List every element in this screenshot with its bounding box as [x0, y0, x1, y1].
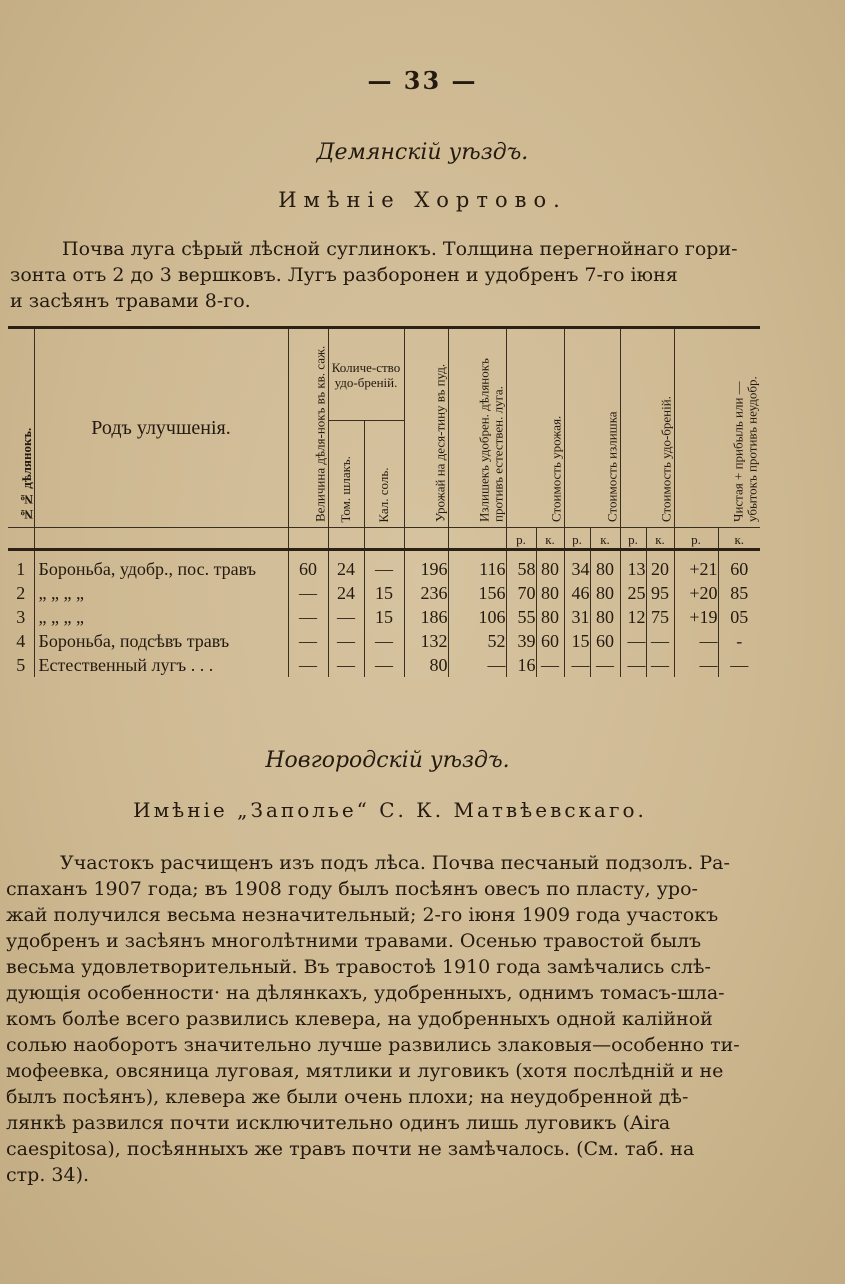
estate-title-khortovo: Имѣніе Хортово. — [278, 188, 567, 212]
cell-size: — — [288, 629, 328, 653]
cell-sc_k: 80 — [590, 605, 620, 629]
header-fertilizer-cost: Стоимость удо-бреній. — [620, 328, 674, 528]
cell-thomas: — — [328, 605, 364, 629]
cell-no: 2 — [16, 582, 26, 603]
cell-fc_r: — — [620, 653, 646, 677]
paragraph-line: Участокъ расчищенъ изъ подъ лѣса. Почва песчаный подзолъ. Ра- — [60, 852, 730, 874]
paragraph-line: комъ болѣе всего развились клевера, на удобренныхъ одной калійной — [6, 1008, 713, 1030]
unit-label: р. — [674, 528, 718, 550]
cell-net_k: - — [718, 629, 760, 653]
cell-yc_k: — — [536, 653, 564, 677]
paragraph-line: Почва луга сѣрый лѣсной суглинокъ. Толщина перегнойнаго гори- — [62, 238, 738, 260]
cell-yc_r: 58 — [506, 550, 536, 582]
cell-yc_k: 60 — [536, 629, 564, 653]
cell-surplus: 52 — [448, 629, 506, 653]
unit-label: к. — [536, 528, 564, 550]
paragraph-line: зонта отъ 2 до 3 вершковъ. Лугъ разборонен и удобренъ 7-го іюня — [10, 264, 678, 286]
cell-net_r: +20 — [674, 581, 718, 605]
cell-thomas: — — [328, 653, 364, 677]
paragraph-line: весьма удовлетворительный. Въ травостоѣ 1910 года замѣчались слѣ- — [6, 956, 711, 978]
paragraph-line: былъ посѣянъ), клевера же были очень плохи; на неудобренной дѣ- — [6, 1086, 689, 1108]
unit-label: к. — [718, 528, 760, 550]
cell-surplus: 106 — [448, 605, 506, 629]
cell-fc_k: 20 — [646, 550, 674, 582]
cell-thomas: 24 — [328, 550, 364, 582]
cell-net_k: 05 — [718, 605, 760, 629]
cell-yc_r: 16 — [506, 653, 536, 677]
cell-size: — — [288, 581, 328, 605]
cell-surplus: 116 — [448, 550, 506, 582]
table-row — [8, 605, 760, 629]
header-yield: Урожай на деся-тину въ пуд. — [404, 328, 448, 528]
cell-sc_k: 60 — [590, 629, 620, 653]
cell-fc_r: 25 — [620, 581, 646, 605]
cell-net_r: +21 — [674, 550, 718, 582]
table-row — [8, 629, 760, 653]
cell-net_r: — — [674, 653, 718, 677]
experiment-results-table — [8, 326, 760, 677]
cell-fc_r: — — [620, 629, 646, 653]
table-row — [8, 653, 760, 677]
cell-name: Бороньба, удобр., пос. травъ — [34, 550, 288, 582]
header-improvement: Родъ улучшенія. — [34, 328, 288, 528]
cell-net_r: +19 — [674, 605, 718, 629]
paragraph-line: спаханъ 1907 года; въ 1908 году былъ посѣянъ овесъ по пласту, уро- — [6, 878, 698, 900]
paragraph-line: мофеевка, овсяница луговая, мятлики и луговикъ (хотя послѣдній и не — [6, 1060, 724, 1082]
cell-surplus: 156 — [448, 581, 506, 605]
cell-yc_r: 70 — [506, 581, 536, 605]
header-plot-no: №№ дѣлянокъ. — [8, 328, 34, 528]
cell-fc_r: 12 — [620, 605, 646, 629]
cell-sc_r: 34 — [564, 550, 590, 582]
cell-yield: 186 — [404, 605, 448, 629]
header-net: Чистая + прибыль или — убытокъ противъ неудобр. — [674, 328, 760, 528]
page-number: — 33 — — [367, 66, 478, 95]
cell-surplus: — — [448, 653, 506, 677]
paragraph-line: лянкѣ развился почти исключительно одинъ лишь луговикъ (Aira — [6, 1112, 671, 1134]
table-row — [8, 581, 760, 605]
cell-yc_k: 80 — [536, 550, 564, 582]
paragraph-line: стр. 34). — [6, 1164, 90, 1186]
header-surplus: Излишекъ удобрен. дѣлянокъ противъ естествен. луга. — [448, 328, 506, 528]
cell-yield: 236 — [404, 581, 448, 605]
paragraph-line: удобренъ и засѣянъ многолѣтними травами. Осенью травостой былъ — [6, 930, 702, 952]
estate-title-zapolye: Имѣніе „Заполье“ С. К. Матвѣевскаго. — [133, 798, 647, 822]
cell-potash: — — [364, 550, 404, 582]
cell-sc_r: 15 — [564, 629, 590, 653]
cell-fc_k: 75 — [646, 605, 674, 629]
cell-fc_k: 95 — [646, 581, 674, 605]
cell-yc_k: 80 — [536, 605, 564, 629]
cell-sc_k: 80 — [590, 581, 620, 605]
cell-potash: — — [364, 653, 404, 677]
cell-thomas: 24 — [328, 581, 364, 605]
cell-fc_r: 13 — [620, 550, 646, 582]
cell-fc_k: — — [646, 629, 674, 653]
paragraph-line: caespitosa), посѣянныхъ же травъ почти не замѣчалось. (См. таб. на — [6, 1138, 695, 1160]
district-title-demyansk: Демянскій уѣздъ. — [316, 140, 529, 165]
cell-potash: — — [364, 629, 404, 653]
cell-size: — — [288, 653, 328, 677]
district-title-novgorod: Новгородскій уѣздъ. — [265, 748, 510, 773]
cell-sc_k: 80 — [590, 550, 620, 582]
cell-yc_k: 80 — [536, 581, 564, 605]
cell-sc_k: — — [590, 653, 620, 677]
cell-sc_r: 46 — [564, 581, 590, 605]
cell-yc_r: 39 — [506, 629, 536, 653]
cell-thomas: — — [328, 629, 364, 653]
cell-net_k: — — [718, 653, 760, 677]
cell-name: „ „ „ „ — [34, 581, 288, 605]
cell-fc_k: — — [646, 653, 674, 677]
cell-yield: 132 — [404, 629, 448, 653]
header-surplus-cost: Стоимость излишка — [564, 328, 620, 528]
cell-no: 3 — [16, 606, 26, 627]
header-yield-cost: Стоимость урожая. — [506, 328, 564, 528]
cell-net_k: 60 — [718, 550, 760, 582]
cell-no: 1 — [8, 550, 34, 582]
cell-sc_r: — — [564, 653, 590, 677]
header-potash-salt: Кал. соль. — [364, 421, 404, 528]
unit-label: р. — [506, 528, 536, 550]
header-plot-size: Величина дѣля-нокъ въ кв. саж. — [288, 328, 328, 528]
header-thomas-slag: Том. шлакъ. — [328, 421, 364, 528]
paragraph-line: дующія особенности· на дѣлянкахъ, удобренныхъ, однимъ томасъ-шла- — [6, 982, 725, 1004]
cell-name: Бороньба, подсѣвъ травъ — [34, 629, 288, 653]
header-fertilizer-quantity: Количе-ство удо-бреній. — [328, 328, 404, 421]
cell-name: Естественный лугъ . . . — [34, 653, 288, 677]
cell-potash: 15 — [364, 581, 404, 605]
cell-yield: 196 — [404, 550, 448, 582]
paragraph-line: солью наоборотъ значительно лучше развились злаковыя—особенно ти- — [6, 1034, 740, 1056]
cell-yield: 80 — [404, 653, 448, 677]
unit-label: к. — [590, 528, 620, 550]
cell-net_k: 85 — [718, 581, 760, 605]
unit-label: р. — [620, 528, 646, 550]
paragraph-line: и засѣянъ травами 8-го. — [10, 290, 251, 312]
cell-net_r: — — [674, 629, 718, 653]
cell-no: 4 — [16, 630, 26, 651]
cell-size: 60 — [288, 550, 328, 582]
table-row — [8, 550, 760, 582]
cell-potash: 15 — [364, 605, 404, 629]
cell-size: — — [288, 605, 328, 629]
cell-sc_r: 31 — [564, 605, 590, 629]
cell-yc_r: 55 — [506, 605, 536, 629]
cell-name: „ „ „ „ — [34, 605, 288, 629]
paragraph-line: жай получился весьма незначительный; 2-го іюня 1909 года участокъ — [6, 904, 719, 926]
unit-label: к. — [646, 528, 674, 550]
unit-label: р. — [564, 528, 590, 550]
cell-no: 5 — [16, 654, 26, 675]
